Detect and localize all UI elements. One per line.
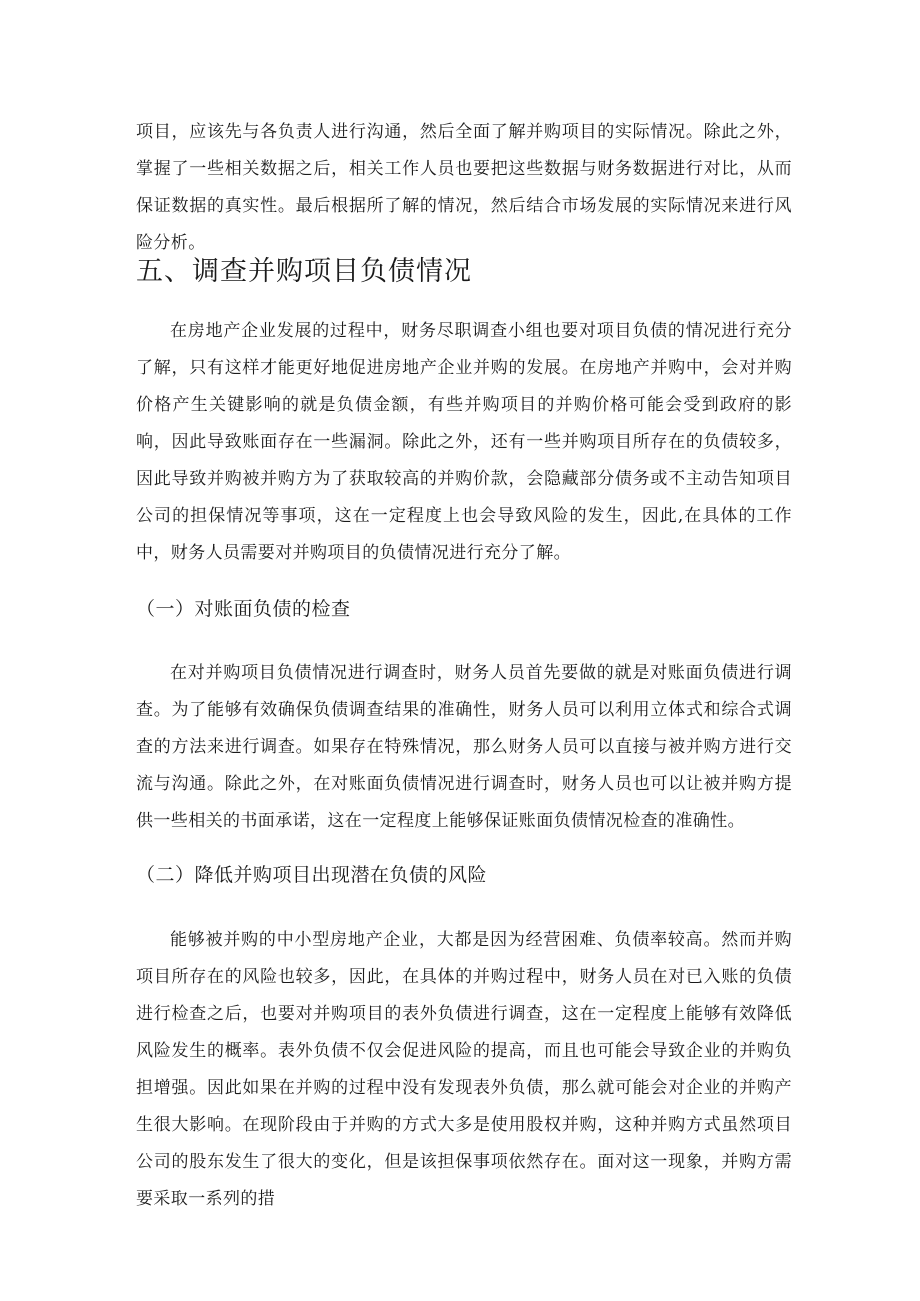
paragraph-sub1-body: 在对并购项目负债情况进行调查时，财务人员首先要做的就是对账面负债进行调查。为了能够有效确保负债调查结果的准确性，财务人员可以利用立体式和综合式调查的方法来进行调查。如果存在特殊情况，那么财务人员可以直接与被并购方进行交流与沟通。除此之外，在对账面负债情况进行调查时，财务人员也可以让被并购方提供一些相关的书面承诺，这在一定程度上能够保证账面负债情况检查的准确性。 [136,663,792,831]
section-heading-5: 五、调查并购项目负债情况 [136,256,472,287]
paragraph-sub2-body: 能够被并购的中小型房地产企业，大都是因为经营困难、负债率较高。然而并购项目所存在的风险也较多，因此，在具体的并购过程中，财务人员在对已入账的负债进行检查之后，也要对并购项目的表外负债进行调查，这在一定程度上能够有效降低风险发生的概率。表外负债不仅会促进风险的提高，而且也可能会导致企业的并购负担增强。因此如果在并购的过程中没有发现表外负债，那么就可能会对企业的并购产生很大影响。在现阶段由于并购的方式大多是使用股权并购，这种并购方式虽然项目公司的股东发生了很大的变化，但是该担保事项依然存在。面对这一现象，并购方需要采取一系列的措 [136,930,792,1209]
paragraph-intro: 项目，应该先与各负责人进行沟通，然后全面了解并购项目的实际情况。除此之外，掌握了一些相关数据之后，相关工作人员也要把这些数据与财务数据进行对比，从而保证数据的真实性。最后根据所了解的情况，然后结合市场发展的实际情况来进行风险分析。 [136,122,792,253]
paragraph-section5-body: 在房地产企业发展的过程中，财务尽职调查小组也要对项目负债的情况进行充分了解，只有这样才能更好地促进房地产企业并购的发展。在房地产并购中，会对并购价格产生关键影响的就是负债金额，有些并购项目的并购价格可能会受到政府的影响，因此导致账面存在一些漏洞。除此之外，还有一些并购项目所存在的负债较多，因此导致并购被并购方为了获取较高的并购价款，会隐藏部分债务或不主动告知项目公司的担保情况等事项，这在一定程度上也会导致风险的发生，因此,在具体的工作中，财务人员需要对并购项目的负债情况进行充分了解。 [136,321,792,563]
subsection-heading-2: （二）降低并购项目出现潜在负债的风险 [136,864,488,886]
subsection-heading-1: （一）对账面负债的检查 [136,598,351,620]
